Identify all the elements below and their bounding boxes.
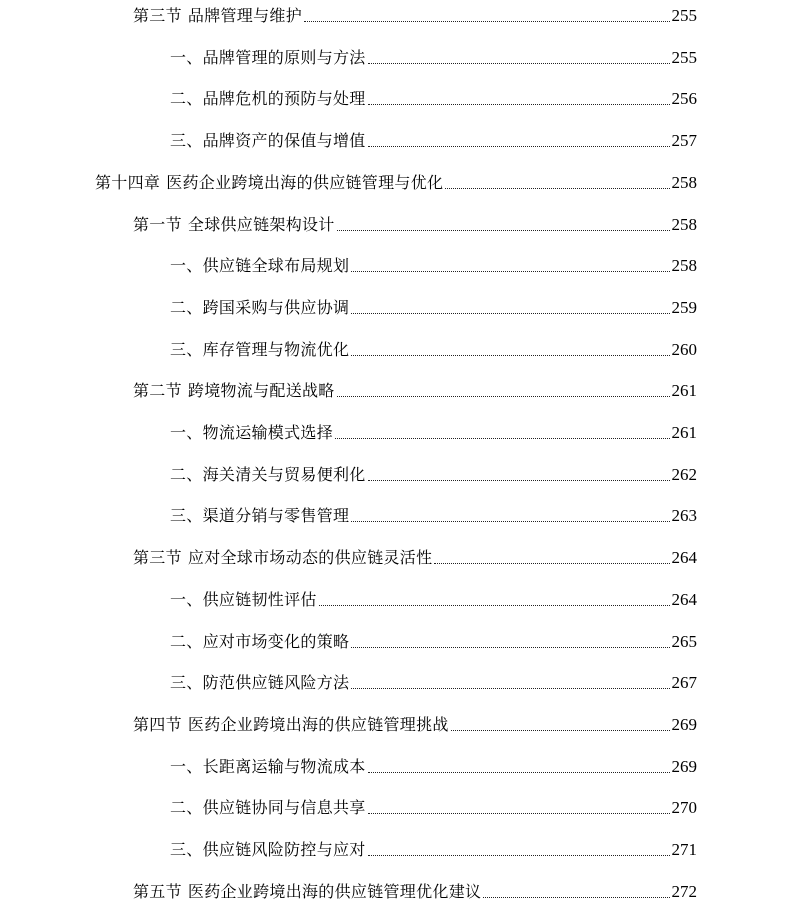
- toc-entry[interactable]: [170, 586, 697, 610]
- toc-entry[interactable]: [170, 836, 697, 860]
- dot-leader: [483, 897, 669, 898]
- dot-leader: [368, 146, 670, 147]
- toc-entry[interactable]: [170, 461, 697, 485]
- toc-entry[interactable]: [170, 753, 697, 777]
- toc-entry-number: 第三节: [133, 6, 182, 25]
- toc-entry-text: 跨国采购与供应协调: [202, 297, 350, 317]
- toc-entry[interactable]: [170, 85, 697, 109]
- dot-leader: [337, 230, 670, 231]
- toc-entry-number: 二、: [170, 798, 203, 818]
- toc-entry[interactable]: [170, 44, 697, 68]
- toc-page-number: 264: [671, 589, 697, 609]
- toc-page-number: 262: [671, 464, 697, 484]
- toc-entry-text: 医药企业跨境出海的供应链管理与优化: [166, 172, 444, 192]
- toc-entry-title: [170, 757, 366, 777]
- dot-leader: [368, 772, 670, 773]
- toc-entry-number: 二、: [170, 464, 203, 484]
- toc-page-number: 261: [671, 381, 697, 401]
- toc-entry[interactable]: [133, 211, 697, 235]
- toc-entry[interactable]: [170, 294, 697, 318]
- toc-entry-number: 第五节: [133, 881, 182, 901]
- toc-entry[interactable]: [170, 252, 697, 276]
- toc-page-number: 261: [671, 423, 697, 442]
- dot-leader: [451, 730, 670, 731]
- toc-entry-title: [170, 465, 366, 485]
- toc-entry-text: 供应链协同与信息共享: [202, 798, 366, 818]
- dot-leader: [368, 480, 670, 481]
- toc-entry-number: 二、: [170, 297, 203, 317]
- dot-leader: [445, 188, 669, 189]
- toc-entry-title: [170, 423, 333, 443]
- toc-entry-title: [170, 89, 366, 109]
- toc-entry-title: [133, 215, 335, 235]
- toc-entry-title: [133, 715, 449, 735]
- toc-page-number: 267: [671, 673, 697, 693]
- toc-entry-number: 第十四章: [95, 172, 161, 192]
- toc-entry-number: 三、: [170, 673, 203, 693]
- toc-entry[interactable]: [133, 878, 697, 902]
- toc-page-number: 255: [671, 47, 697, 67]
- toc-entry-number: 二、: [170, 631, 203, 651]
- toc-entry-title: [170, 340, 349, 360]
- toc-entry-title: [170, 298, 349, 318]
- toc-page-number: 263: [671, 506, 697, 526]
- toc-entry-text: 品牌危机的预防与处理: [202, 89, 366, 109]
- dot-leader: [368, 855, 670, 856]
- toc-entry-text: 应对全球市场动态的供应链灵活性: [187, 548, 433, 568]
- toc-entry-text: 海关清关与贸易便利化: [202, 464, 366, 484]
- dot-leader: [368, 813, 670, 814]
- toc-entry-title: [170, 131, 366, 151]
- toc-entry-title: [133, 381, 335, 401]
- toc-entry-title: [133, 6, 302, 26]
- toc-entry-text: 全球供应链架构设计: [187, 214, 335, 234]
- toc-entry-text: 长距离运输与物流成本: [202, 756, 366, 776]
- toc-entry-title: [133, 882, 481, 902]
- dot-leader: [319, 605, 670, 606]
- toc-entry-text: 品牌管理的原则与方法: [202, 47, 366, 67]
- toc-page-number: 258: [671, 214, 697, 234]
- toc-page-number: 260: [671, 339, 697, 359]
- dot-leader: [304, 21, 669, 22]
- toc-entry-number: 三、: [170, 506, 203, 526]
- toc-entry[interactable]: [170, 669, 697, 693]
- dot-leader: [351, 271, 669, 272]
- toc-entry-text: 品牌资产的保值与增值: [202, 131, 366, 151]
- toc-entry-title: [95, 173, 443, 193]
- toc-page-number: 259: [671, 297, 697, 317]
- toc-page-number: 270: [671, 798, 697, 818]
- dot-leader: [351, 521, 669, 522]
- toc-page-number: 258: [671, 256, 697, 276]
- toc-entry[interactable]: [170, 628, 697, 652]
- toc-entry-number: 一、: [170, 589, 203, 609]
- toc-page-number: 265: [671, 631, 697, 651]
- toc-entry-number: 第二节: [133, 381, 182, 401]
- toc-entry[interactable]: [170, 127, 697, 151]
- toc-entry-text: 库存管理与物流优化: [202, 339, 350, 359]
- toc-entry[interactable]: [170, 502, 697, 526]
- toc-page-number: 256: [671, 89, 697, 109]
- toc-entry[interactable]: [133, 2, 697, 26]
- toc-page-number: 272: [671, 881, 697, 901]
- toc-entry-text: 医药企业跨境出海的供应链管理优化建议: [187, 881, 482, 901]
- dot-leader: [434, 563, 669, 564]
- toc-entry-text: 医药企业跨境出海的供应链管理挑战: [187, 714, 449, 734]
- toc-page-number: 257: [671, 131, 697, 151]
- toc-entry-text: 物流运输模式选择: [202, 423, 334, 442]
- toc-page-number: 271: [671, 840, 697, 859]
- toc-entry[interactable]: [133, 377, 697, 401]
- toc-entry-title: [133, 548, 432, 568]
- toc-entry-number: 一、: [170, 756, 203, 776]
- dot-leader: [351, 688, 669, 689]
- dot-leader: [368, 104, 670, 105]
- toc-entry-text: 供应链风险防控与应对: [202, 840, 366, 859]
- toc-entry-number: 三、: [170, 131, 203, 151]
- toc-entry-title: [170, 48, 366, 68]
- toc-entry-title: [170, 506, 349, 526]
- toc-entry-text: 渠道分销与零售管理: [202, 506, 350, 526]
- toc-entry-number: 三、: [170, 339, 203, 359]
- toc-entry-title: [170, 256, 349, 276]
- toc-entry-text: 应对市场变化的策略: [202, 631, 350, 651]
- toc-entry[interactable]: [133, 544, 697, 568]
- toc-entry[interactable]: [133, 711, 697, 735]
- toc-entry-number: 一、: [170, 423, 203, 442]
- dot-leader: [351, 313, 669, 314]
- toc-entry-number: 第一节: [133, 214, 182, 234]
- dot-leader: [351, 647, 669, 648]
- toc-entry-text: 供应链韧性评估: [202, 589, 317, 609]
- toc-entry-title: [170, 673, 349, 693]
- toc-page-number: 269: [671, 756, 697, 776]
- toc-entry-text: 跨境物流与配送战略: [187, 381, 335, 401]
- toc-entry-number: 一、: [170, 256, 203, 276]
- dot-leader: [351, 355, 669, 356]
- dot-leader: [368, 63, 670, 64]
- toc-page-number: 258: [671, 172, 697, 192]
- toc-entry-text: 品牌管理与维护: [187, 6, 303, 25]
- toc-entry[interactable]: [95, 169, 697, 193]
- toc-entry-number: 第三节: [133, 548, 182, 568]
- toc-entry-number: 二、: [170, 89, 203, 109]
- toc-entry-title: [170, 590, 317, 610]
- toc-entry-number: 一、: [170, 47, 203, 67]
- toc-entry-title: [170, 798, 366, 818]
- toc-entry[interactable]: [170, 336, 697, 360]
- toc-entry[interactable]: [170, 794, 697, 818]
- toc-entry[interactable]: [170, 419, 697, 443]
- toc-entry-text: 防范供应链风险方法: [202, 673, 350, 693]
- toc-entry-title: [170, 632, 349, 652]
- toc-page-number: 255: [671, 6, 697, 25]
- toc-page-number: 264: [671, 548, 697, 568]
- toc-entry-number: 三、: [170, 840, 203, 859]
- dot-leader: [335, 438, 669, 439]
- dot-leader: [337, 396, 670, 397]
- toc-entry-title: [170, 840, 366, 860]
- toc-entry-number: 第四节: [133, 714, 182, 734]
- toc-entry-text: 供应链全球布局规划: [202, 256, 350, 276]
- toc-page-number: 269: [671, 714, 697, 734]
